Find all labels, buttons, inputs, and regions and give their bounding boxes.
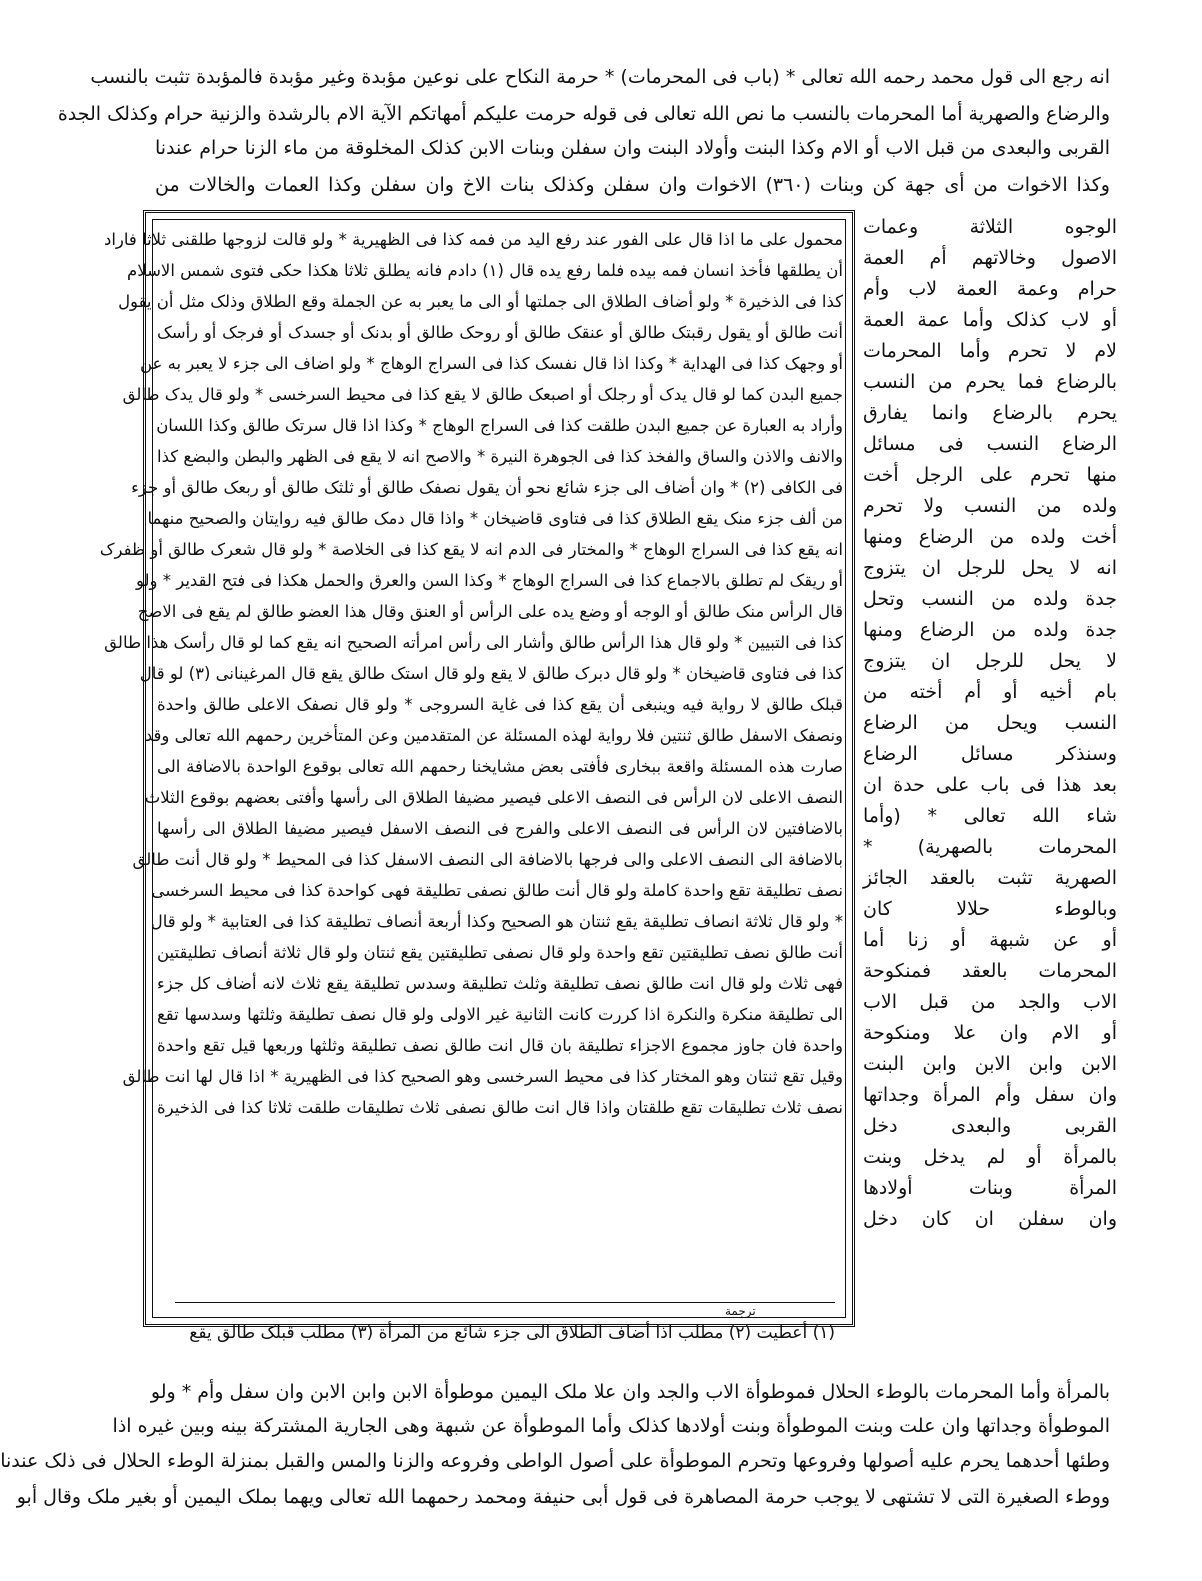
- main-text-line: * ولو قال ثلاثة انصاف تطلیقة یقع ثنتان هو الصحیح وکذا أربعة أنصاف تطلیقة کذا فی العتابیة * ولو قال: [150, 912, 843, 931]
- side-text-line: الابن وابن الابن وابن البنت: [863, 1053, 1117, 1075]
- side-text-line: بام أخیه أو أم أخته من: [863, 681, 1117, 703]
- side-text-line: یحرم بالرضاع وانما یفارق: [863, 402, 1117, 424]
- main-text-line: نصف ثلاث تطلیقات تقع طلقتان واذا قال انت طالق نصفی ثلاث تطلیقات طلقت ثلاثا کذا فی الذخیرة: [157, 1098, 843, 1117]
- side-text-line: وبالوطء حلالا کان: [863, 898, 1117, 920]
- side-text-line: وسنذکر مسائل الرضاع: [863, 743, 1117, 765]
- side-text-line: انه لا یحل للرجل ان یتزوج: [863, 557, 1117, 579]
- main-text-line: الی تطلیقة منکرة والنکرة اذا کررت کانت الثانیة غیر الاولی ولو قال نصف تطلیقة وثلثها وسدسها تقع: [157, 1005, 843, 1024]
- top-text-line: وکذا الاخوات من أی جهة کن وبنات (٣٦٠) الاخوات وان سفلن وکذلک بنات الاخ وان سفلن وکذا العمات والخالات من: [155, 174, 1110, 196]
- side-text-line: الاب والجد من قبل الاب: [863, 991, 1117, 1013]
- main-text-line: وأراد به العبارة عن جمیع البدن طلقت کذا فی السراج الوهاج * وکذا اذا قال سرتک طالق وکذا اللسان: [156, 416, 843, 435]
- side-text-line: أو لاب کذلک وأما عمة العمة: [863, 309, 1117, 331]
- main-text-line: محمول علی ما اذا قال علی الفور عند رفع الید من فمه کذا فی الظهیریة * ولو قالت لزوجها طلقنی ثلاثا فاراد: [104, 230, 843, 249]
- side-text-line: أو الام وان علا ومنکوحة: [863, 1022, 1117, 1044]
- bottom-text-line: الموطوأة وجداتها وان علت وبنت الموطوأة وبنت أولادها کذلک وأما الموطوأة عن شبهة وهی الجاریة المشترکة بینه وبین غیره اذا: [112, 1415, 1110, 1437]
- side-text-line: أخت ولده من الرضاع ومنها: [863, 526, 1117, 548]
- bottom-text-line: ووطء الصغیرة التی لا تشتهی لا یوجب حرمة المصاهرة فی قول أبی حنیفة ومحمد رحمهما الله تعالی ویهما بملک الیمین أو بغیر ملک وقال أبو: [16, 1486, 1110, 1508]
- side-text-line: القربی والبعدی دخل: [863, 1115, 1117, 1137]
- main-text-line: قال الرأس منک طالق أو الوجه أو وضع یده علی الرأس أو العنق وقال هذا العضو طالق لم یقع فی الاصح: [137, 602, 843, 621]
- footnote-label: ترجمة: [725, 1304, 756, 1318]
- side-text-line: بالمرأة أو لم یدخل وبنت: [863, 1146, 1117, 1168]
- side-text-line: ولده من النسب ولا تحرم: [863, 495, 1117, 517]
- main-text-line: أو ریقک لم تطلق بالاجماع کذا فی السراج الوهاج * وکذا السن والعرق والحمل هکذا فی فتح القدیر * ولو: [135, 571, 843, 590]
- side-text-line: المحرمات بالصهریة) *: [863, 836, 1117, 858]
- side-text-line: الرضاع النسب فی مسائل: [863, 433, 1117, 455]
- main-text-line: جمیع البدن کما لو قال یدک أو رجلک أو اصبعک طالق لا یقع کذا فی محیط السرخسی * ولو قال یدک طالق: [122, 385, 843, 404]
- side-text-line: منها تحرم علی الرجل أخت: [863, 464, 1117, 486]
- side-text-line: الصهریة تثبت بالعقد الجائز: [863, 867, 1117, 889]
- main-text-line: قبلک طالق لا روایة فیه وینبغی أن یقع کذا فی غایة السروجی * ولو قال نصفک الاعلی طالق واحدة: [157, 695, 843, 714]
- side-text-line: لا یحل للرجل ان یتزوج: [863, 650, 1117, 672]
- main-text-line: أنت طالق نصف تطلیقتین تقع واحدة ولو قال نصفی تطلیقتین یقع ثنتان ولو قال ثلاثة أنصاف تطلیقتین: [157, 943, 843, 962]
- bottom-text-line: بالمرأة وأما المحرمات بالوطء الحلال فموطوأة الاب والجد وان علا ملک الیمین موطوأة الابن وابن الابن وان سفل وأم * ولو: [150, 1381, 1110, 1403]
- side-text-line: بعد هذا فی باب علی حدة ان: [863, 774, 1117, 796]
- main-text-line: أو وجهک کذا فی الهدایة * وکذا اذا قال نفسک کذا فی السراج الوهاج * ولو اضاف الی جزء لا یعبر به عن: [139, 354, 843, 373]
- side-text-line: لام لا تحرم وأما المحرمات: [863, 340, 1117, 362]
- main-text-line: أن یطلقها فأخذ انسان فمه بیده فلما رفع یده قال (١) دادم فانه یطلق ثلاثا هکذا حکی فتوی شمس الاسلام: [127, 261, 843, 280]
- main-text-line: بالاضافتین لان الرأس فی النصف الاعلی والفرج فی النصف الاسفل فیصیر مضیفا الطلاق الی رأسها: [157, 819, 843, 838]
- footnote-line: (١) أعطیت (٢) مطلب اذا أضاف الطلاق الی جزء شائع من المرأة (٣) مطلب قبلک طالق یقع: [189, 1323, 835, 1343]
- main-text-line: والانف والاذن والساق والفخذ کذا فی الجوهرة النیرة * والاصح انه لا یقع فی الظهر والبطن والبضع کذا: [157, 447, 843, 466]
- top-text-line: القربی والبعدی من قبل الاب أو الام وکذا البنت وأولاد البنت وان سفلن وبنات الابن کذلک المخلوقة من ماء الزنا حرام عندنا: [155, 137, 1110, 159]
- main-text-line: النصف الاعلی لان الرأس فی النصف الاعلی فیصیر مضیفا الطلاق الی رأسها وأفتی بعضهم بوقوع الثلاث: [144, 788, 843, 807]
- main-text-line: ونصفک الاسفل طالق ثنتین فلا روایة لهذه المسئلة عن المتقدمین وعن المتأخرین رحمهم الله تعالی وقد: [144, 726, 843, 745]
- side-text-line: أو عن شبهة أو زنا أما: [863, 929, 1117, 951]
- main-text-line: کذا فی فتاوی قاضیخان * ولو قال دبرک طالق لا یقع ولو قال استک طالق یقع قال المرغینانی (٣) لو قال: [139, 664, 843, 683]
- side-text-line: بالرضاع فما یحرم من النسب: [863, 371, 1117, 393]
- side-text-line: المرأة وبنات أولادها: [863, 1177, 1117, 1199]
- side-text-line: الوجوه الثلاثة وعمات: [863, 216, 1117, 238]
- side-text-line: وان سفلن ان کان دخل: [863, 1208, 1117, 1230]
- footnote-divider: [175, 1302, 835, 1303]
- main-text-line: وقیل تقع ثنتان وهو المختار کذا فی محیط السرخسی وهو الصحیح کذا فی الظهیریة * اذا قال لها انت طالق: [122, 1067, 843, 1086]
- top-text-line: انه رجع الی قول محمد رحمه الله تعالی * (باب فی المحرمات) * حرمة النکاح علی نوعین مؤبدة وغیر مؤبدة فالمؤبدة تثبت بالنسب: [90, 66, 1110, 88]
- side-text-line: وان سفل وأم المرأة وجداتها: [863, 1084, 1117, 1106]
- top-text-line: والرضاع والصهریة أما المحرمات بالنسب ما نص الله تعالی فی قوله حرمت علیکم أمهاتکم الآیة الام بالرشدة والزنیة حرام وکذلک الجدة: [57, 103, 1110, 125]
- side-text-line: جدة ولده من النسب وتحل: [863, 588, 1117, 610]
- side-text-line: شاء الله تعالی * (وأما: [863, 805, 1117, 827]
- main-text-line: أنت طالق أو یقول رقبتک طالق أو عنقک طالق أو روحک طالق أو بدنک أو جسدک أو فرجک أو رأسک: [157, 323, 843, 342]
- bottom-text-line: وطئها أحدهما یحرم علیه أصولها وفروعها وتحرم الموطوأة علی أصول الواطی وفروعه والزنا والمس والقبل بمنزلة الوطء الحلال فی ذلک عندنا: [0, 1450, 1110, 1472]
- side-text-line: المحرمات بالعقد فمنکوحة: [863, 960, 1117, 982]
- main-text-line: کذا فی التبیین * ولو قال هذا الرأس طالق وأشار الی رأس امرأته الصحیح انه یقع کما لو قال رأسک هذا طالق: [104, 633, 843, 652]
- side-text-line: النسب ویحل من الرضاع: [863, 712, 1117, 734]
- main-text-line: بالاضافة الی النصف الاعلی والی فرجها بالاضافة الی النصف الاسفل کذا فی المحیط * ولو قال أنت طالق: [132, 850, 843, 869]
- main-text-line: فهی ثلاث ولو قال انت طالق نصف تطلیقة وثلث تطلیقة وسدس تطلیقة یقع ثلاث لانه أضاف کل جزء: [157, 974, 843, 993]
- main-text-line: فی الکافی (٢) * وان أضاف الی جزء شائع نحو أن یقول نصفک طالق أو ثلثک طالق أو ربعک طالق أو جزء: [131, 478, 843, 497]
- main-text-line: من ألف جزء منک یقع الطلاق کذا فی فتاوی قاضیخان * واذا قال دمک طالق فیه روایتان والصحیح منهما: [147, 509, 843, 528]
- main-text-line: صارت هذه المسئلة واقعة ببخاری فأفتی بعض مشایخنا رحمهم الله تعالی بوقوع الواحدة بالاضافة الی: [157, 757, 843, 776]
- main-text-line: واحدة فان جاوز مجموع الاجزاء تطلیقة بان قال انت طالق نصف تطلیقة وثلثها وربعها قیل تقع واحدة: [157, 1036, 843, 1055]
- main-text-line: انه یقع کذا فی السراج الوهاج * والمختار فی الدم انه لا یقع کذا فی الخلاصة * ولو قال شعرک طالق أو ظفرک: [99, 540, 843, 559]
- side-text-line: جدة ولده من الرضاع ومنها: [863, 619, 1117, 641]
- side-text-line: حرام وعمة العمة لاب وأم: [863, 278, 1117, 300]
- main-text-line: نصف تطلیقة تقع واحدة کاملة ولو قال أنت طالق نصفی تطلیقة فهی کواحدة کذا فی محیط السرخسی: [151, 881, 843, 900]
- side-text-line: الاصول وخالاتهم أم العمة: [863, 247, 1117, 269]
- main-text-line: کذا فی الذخیرة * ولو أضاف الطلاق الی جملتها أو الی ما یعبر به عن الجملة وقع الطلاق وذلک مثل أن یقول: [118, 292, 843, 311]
